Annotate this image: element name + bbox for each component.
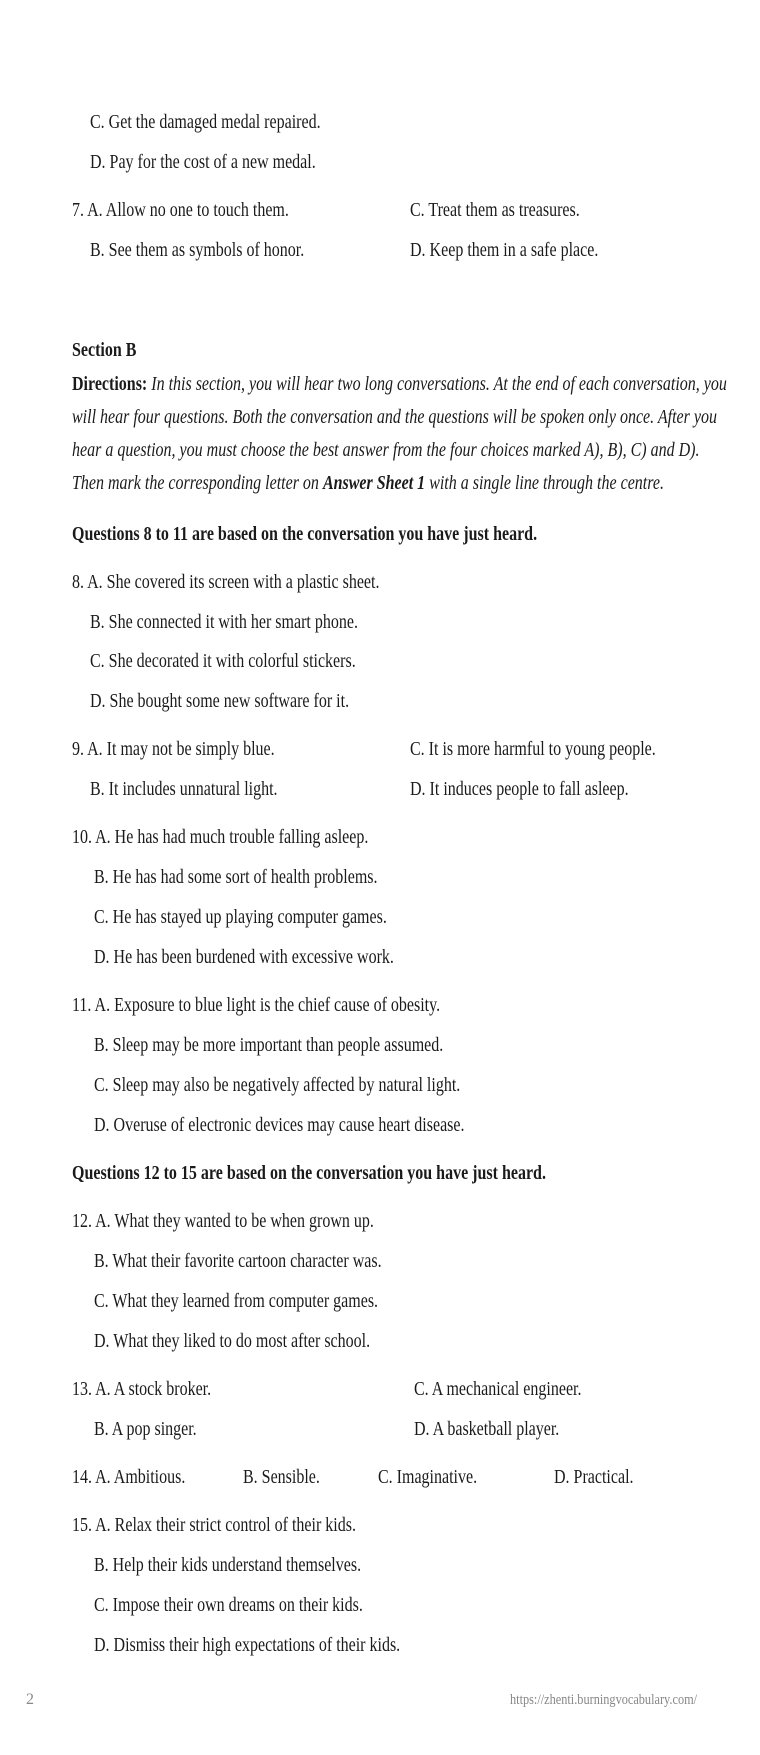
q11-option-c: C. Sleep may also be negatively affected by natural light. <box>94 1074 461 1096</box>
q6-option-c: C. Get the damaged medal repaired. <box>90 111 321 133</box>
q15-option-d: D. Dismiss their high expectations of their kids. <box>94 1634 401 1656</box>
q10-option-b: B. He has had some sort of health problems. <box>94 866 378 888</box>
q6-option-d: D. Pay for the cost of a new medal. <box>90 151 316 173</box>
q15-option-a: 15. A. Relax their strict control of their kids. <box>72 1514 356 1536</box>
directions-label: Directions: <box>72 373 148 395</box>
directions-line-3: hear a question, you must choose the best answer from the four choices marked A), B), C) and D). <box>72 439 700 461</box>
q8-option-c: C. She decorated it with colorful stickers. <box>90 650 356 672</box>
q13-option-d: D. A basketball player. <box>414 1418 560 1440</box>
q10-option-c: C. He has stayed up playing computer games. <box>94 906 387 928</box>
group1-heading: Questions 8 to 11 are based on the conversation you have just heard. <box>72 523 538 545</box>
q11-option-a: 11. A. Exposure to blue light is the chief cause of obesity. <box>72 994 441 1016</box>
section-b-title: Section B <box>72 339 137 361</box>
q13-option-a: 13. A. A stock broker. <box>72 1378 212 1400</box>
q12-option-b: B. What their favorite cartoon character was. <box>94 1250 382 1272</box>
directions-answer-sheet: Answer Sheet 1 <box>322 472 426 494</box>
q10-option-a: 10. A. He has had much trouble falling asleep. <box>72 826 369 848</box>
q8-option-d: D. She bought some new software for it. <box>90 690 350 712</box>
directions-line-4a: Then mark the corresponding letter on <box>72 472 323 494</box>
q11-option-b: B. Sleep may be more important than people assumed. <box>94 1034 444 1056</box>
q7-option-b: B. See them as symbols of honor. <box>90 239 305 261</box>
q15-option-b: B. Help their kids understand themselves. <box>94 1554 362 1576</box>
q13-option-c: C. A mechanical engineer. <box>414 1378 582 1400</box>
q7-option-c: C. Treat them as treasures. <box>410 199 580 221</box>
q10-option-d: D. He has been burdened with excessive work. <box>94 946 394 968</box>
section-b-directions <box>72 368 760 500</box>
q15-option-c: C. Impose their own dreams on their kids. <box>94 1594 363 1616</box>
directions-line-4b: with a single line through the centre. <box>425 472 664 494</box>
page-number: 2 <box>26 1691 34 1708</box>
q9-option-a: 9. A. It may not be simply blue. <box>72 738 275 760</box>
directions-line-2: will hear four questions. Both the conversation and the questions will be spoken only once. After you <box>72 406 717 428</box>
q12-option-d: D. What they liked to do most after school. <box>94 1330 371 1352</box>
q8-option-a: 8. A. She covered its screen with a plastic sheet. <box>72 571 380 593</box>
q9-option-d: D. It induces people to fall asleep. <box>410 778 629 800</box>
q14-option-b: B. Sensible. <box>243 1466 320 1488</box>
q12-option-a: 12. A. What they wanted to be when grown up. <box>72 1210 374 1232</box>
q7-option-d: D. Keep them in a safe place. <box>410 239 599 261</box>
q13-option-b: B. A pop singer. <box>94 1418 197 1440</box>
q9-option-b: B. It includes unnatural light. <box>90 778 278 800</box>
q7-option-a: 7. A. Allow no one to touch them. <box>72 199 289 221</box>
q12-option-c: C. What they learned from computer games. <box>94 1290 379 1312</box>
q14-option-c: C. Imaginative. <box>378 1466 478 1488</box>
q14-option-d: D. Practical. <box>554 1466 634 1488</box>
q8-option-b: B. She connected it with her smart phone. <box>90 611 358 633</box>
q11-option-d: D. Overuse of electronic devices may cause heart disease. <box>94 1114 465 1136</box>
group2-heading: Questions 12 to 15 are based on the conversation you have just heard. <box>72 1162 546 1184</box>
q14-option-a: 14. A. Ambitious. <box>72 1466 186 1488</box>
q9-option-c: C. It is more harmful to young people. <box>410 738 656 760</box>
directions-line-1: In this section, you will hear two long conversations. At the end of each conversation, you <box>151 373 727 395</box>
footer-url[interactable]: https://zhenti.burningvocabulary.com/ <box>510 1692 698 1708</box>
